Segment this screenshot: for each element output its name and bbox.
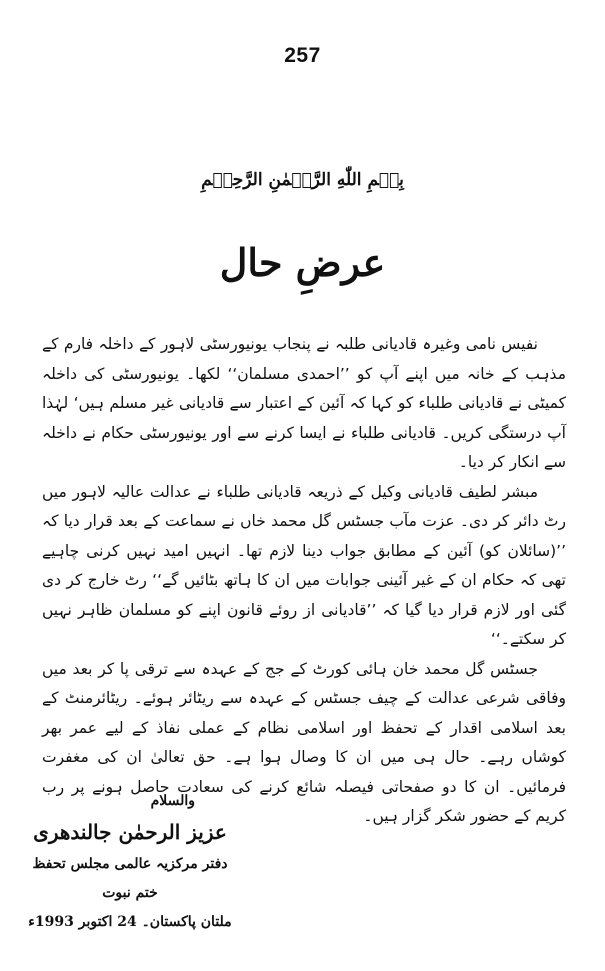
closing-salutation: والسلام [150, 793, 195, 809]
paragraph: مبشر لطیف قادیانی وکیل کے ذریعہ قادیانی طلباء نے عدالت عالیہ لاہور میں رٹ دائر کر دی۔ عزت مآب جسٹس گل محمد خاں نے سماعت کے بعد قرار دیا کہ ’’(سائلان کو) آئین کے مطابق جواب دینا لازم تھا۔ انہیں امید نہیں کرنی چاہیے تھی کہ حکام ان کے غیر آئینی جوابات میں ان کا ہاتھ بٹائیں گے‘‘ رٹ خارج کر دی گئی اور لازم قرار دیا گیا کہ ’’قادیانی از روئے قانون اپنے کو مسلمان ظاہر نہیں کر سکتے۔‘‘ [42, 482, 566, 648]
signer-name: عزیز الرحمٰن جالندھری [33, 820, 227, 844]
signature-block [25, 788, 235, 937]
signer-office: دفتر مرکزیہ عالمی مجلس تحفظ ختم نبوت [32, 856, 228, 901]
paragraph: نفیس نامی وغیرہ قادیانی طلبہ نے پنجاب یونیورسٹی لاہور کے داخلہ فارم کے مذہب کے خانہ میں اپنے آپ کو ’’احمدی مسلمان‘‘ لکھا۔ یونیورسٹی کی داخلہ کمیٹی نے قادیانی طلباء کو کہا کہ آئین کے اعتبار سے قادیانی غیر مسلم ہیں‘ لہٰذا آپ درستگی کریں۔ قادیانی طلباء نے ایسا کرنے سے اور یونیورسٹی حکام نے داخلہ سے انکار کر دیا۔ [42, 335, 566, 471]
page-heading: عرضِ حال [219, 240, 386, 285]
page-number: 257 [284, 44, 321, 67]
dateline: ملتان پاکستان۔ 24 اکتوبر 1993ء [28, 914, 232, 930]
paragraph: جسٹس گل محمد خان ہائی کورٹ کے جج کے عہدہ سے ترقی پا کر بعد میں وفاقی شرعی عدالت کے چیف جسٹس کے عہدہ سے ریٹائر ہوئے۔ ریٹائرمنٹ کے بعد اسلامی اقدار کے تحفظ اور اسلامی نظام کے عملی نفاذ کے لیے عمر بھر کوشاں رہے۔ حال ہی میں ان کا وصال ہوا ہے۔ حق تعالیٰ ان کی مغفرت فرمائیں۔ ان کا دو صفحاتی فیصلہ شائع کرنے کی سعادت حاصل ہونے پر رب کریم کے حضور شکر گزار ہیں۔ [42, 659, 566, 825]
body-text [42, 330, 566, 832]
bismillah-line: بِسۡمِ اللّٰهِ الرَّحۡمٰنِ الرَّحِيۡمِ [201, 170, 404, 190]
